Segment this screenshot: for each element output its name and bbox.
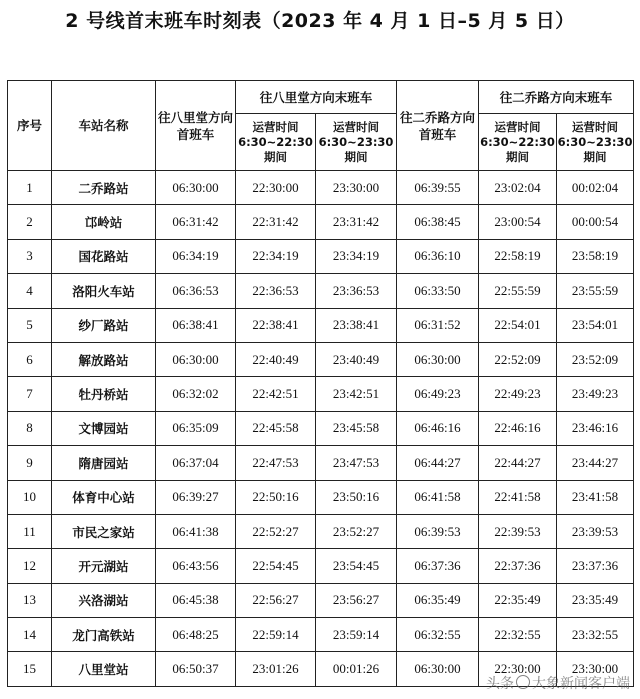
cell-to-erqiaolu-first: 06:30:00 [397, 342, 479, 376]
cell-no: 10 [8, 480, 52, 514]
watermark-prefix: 头条 [486, 676, 514, 692]
cell-to-balitang-first: 06:39:27 [156, 480, 236, 514]
header-to-balitang-last: 往八里堂方向末班车 [236, 81, 397, 114]
table-row [8, 618, 634, 652]
cell-to-erqiaolu-last-b: 23:49:23 [557, 377, 634, 411]
cell-to-erqiaolu-last-a: 22:41:58 [479, 480, 557, 514]
cell-to-balitang-last-b: 23:38:41 [316, 308, 397, 342]
header-to-balitang-first: 往八里堂方向首班车 [156, 81, 236, 171]
cell-to-balitang-last-b: 23:31:42 [316, 205, 397, 239]
table-row [8, 308, 634, 342]
cell-to-erqiaolu-first: 06:46:16 [397, 411, 479, 445]
cell-to-balitang-first: 06:43:56 [156, 549, 236, 583]
table-row [8, 446, 634, 480]
cell-no: 8 [8, 411, 52, 445]
cell-to-balitang-last-a: 22:38:41 [236, 308, 316, 342]
cell-to-erqiaolu-first: 06:38:45 [397, 205, 479, 239]
cell-station: 国花路站 [52, 239, 156, 273]
cell-station: 邙岭站 [52, 205, 156, 239]
cell-to-balitang-last-a: 22:50:16 [236, 480, 316, 514]
cell-to-erqiaolu-last-a: 22:55:59 [479, 274, 557, 308]
cell-to-erqiaolu-first: 06:37:36 [397, 549, 479, 583]
cell-to-erqiaolu-last-a: 22:44:27 [479, 446, 557, 480]
header-period-b: 运营时间 6:30~23:30 期间 [316, 114, 397, 171]
cell-to-erqiaolu-last-b: 23:55:59 [557, 274, 634, 308]
cell-to-erqiaolu-last-a: 22:39:53 [479, 514, 557, 548]
header-to-erqiaolu-first: 往二乔路方向首班车 [397, 81, 479, 171]
header-row-1 [8, 81, 634, 114]
cell-to-erqiaolu-last-b: 23:46:16 [557, 411, 634, 445]
table-row [8, 411, 634, 445]
table-row [8, 274, 634, 308]
cell-no: 13 [8, 583, 52, 617]
cell-to-erqiaolu-first: 06:49:23 [397, 377, 479, 411]
cell-no: 15 [8, 652, 52, 686]
cell-to-balitang-last-a: 22:52:27 [236, 514, 316, 548]
cell-to-balitang-last-b: 23:56:27 [316, 583, 397, 617]
cell-no: 9 [8, 446, 52, 480]
cell-to-erqiaolu-first: 06:39:53 [397, 514, 479, 548]
cell-to-erqiaolu-last-a: 22:46:16 [479, 411, 557, 445]
cell-no: 6 [8, 342, 52, 376]
cell-to-balitang-last-b: 23:40:49 [316, 342, 397, 376]
cell-to-balitang-last-a: 22:59:14 [236, 618, 316, 652]
cell-to-balitang-first: 06:34:19 [156, 239, 236, 273]
cell-no: 4 [8, 274, 52, 308]
table-row [8, 205, 634, 239]
cell-no: 1 [8, 171, 52, 205]
cell-to-erqiaolu-last-b: 23:44:27 [557, 446, 634, 480]
cell-to-balitang-first: 06:45:38 [156, 583, 236, 617]
page-title: 2 号线首末班车时刻表（2023 年 4 月 1 日–5 月 5 日） [65, 10, 575, 32]
cell-no: 14 [8, 618, 52, 652]
cell-to-balitang-last-b: 23:52:27 [316, 514, 397, 548]
cell-to-erqiaolu-last-b: 23:30:00 [557, 652, 634, 686]
cell-to-erqiaolu-first: 06:36:10 [397, 239, 479, 273]
cell-to-balitang-last-b: 23:42:51 [316, 377, 397, 411]
cell-to-balitang-first: 06:30:00 [156, 171, 236, 205]
cell-to-erqiaolu-last-b: 23:54:01 [557, 308, 634, 342]
cell-to-erqiaolu-last-a: 22:37:36 [479, 549, 557, 583]
cell-to-erqiaolu-first: 06:32:55 [397, 618, 479, 652]
cell-to-erqiaolu-last-b: 23:32:55 [557, 618, 634, 652]
header-to-erqiaolu-last: 往二乔路方向末班车 [479, 81, 634, 114]
table-row [8, 239, 634, 273]
cell-station: 市民之家站 [52, 514, 156, 548]
cell-to-balitang-last-a: 22:36:53 [236, 274, 316, 308]
watermark-text: 大象新闻客户端 [532, 676, 630, 692]
cell-to-balitang-first: 06:35:09 [156, 411, 236, 445]
cell-to-erqiaolu-last-a: 22:30:00 [479, 652, 557, 686]
cell-to-balitang-last-b: 23:47:53 [316, 446, 397, 480]
cell-to-balitang-last-b: 23:45:58 [316, 411, 397, 445]
cell-to-erqiaolu-last-a: 22:54:01 [479, 308, 557, 342]
cell-to-balitang-last-a: 22:30:00 [236, 171, 316, 205]
cell-to-balitang-last-a: 22:34:19 [236, 239, 316, 273]
header-period-a: 运营时间 6:30~22:30 期间 [236, 114, 316, 171]
table-row [8, 480, 634, 514]
cell-to-balitang-first: 06:37:04 [156, 446, 236, 480]
cell-to-erqiaolu-last-b: 23:37:36 [557, 549, 634, 583]
cell-to-erqiaolu-last-b: 23:58:19 [557, 239, 634, 273]
header-period-a: 运营时间 6:30~22:30 期间 [479, 114, 557, 171]
cell-to-balitang-last-b: 00:01:26 [316, 652, 397, 686]
cell-station: 龙门高铁站 [52, 618, 156, 652]
cell-to-erqiaolu-last-b: 23:52:09 [557, 342, 634, 376]
cell-station: 开元湖站 [52, 549, 156, 583]
timetable-body [8, 171, 634, 687]
cell-no: 11 [8, 514, 52, 548]
cell-to-balitang-last-a: 22:42:51 [236, 377, 316, 411]
cell-station: 体育中心站 [52, 480, 156, 514]
cell-to-balitang-last-a: 22:40:49 [236, 342, 316, 376]
header-seq: 序号 [8, 81, 52, 171]
cell-to-erqiaolu-last-a: 22:35:49 [479, 583, 557, 617]
cell-no: 12 [8, 549, 52, 583]
cell-to-balitang-first: 06:36:53 [156, 274, 236, 308]
cell-no: 2 [8, 205, 52, 239]
cell-to-erqiaolu-last-b: 23:35:49 [557, 583, 634, 617]
header-station: 车站名称 [52, 81, 156, 171]
cell-to-erqiaolu-last-a: 23:00:54 [479, 205, 557, 239]
cell-to-balitang-last-a: 22:45:58 [236, 411, 316, 445]
cell-to-balitang-last-a: 23:01:26 [236, 652, 316, 686]
cell-to-erqiaolu-first: 06:41:58 [397, 480, 479, 514]
cell-to-balitang-last-b: 23:50:16 [316, 480, 397, 514]
cell-station: 解放路站 [52, 342, 156, 376]
cell-to-balitang-last-a: 22:31:42 [236, 205, 316, 239]
cell-station: 八里堂站 [52, 652, 156, 686]
cell-to-erqiaolu-last-a: 22:52:09 [479, 342, 557, 376]
cell-to-balitang-first: 06:30:00 [156, 342, 236, 376]
cell-station: 二乔路站 [52, 171, 156, 205]
table-row [8, 171, 634, 205]
header-period-b: 运营时间 6:30~23:30 期间 [557, 114, 634, 171]
cell-to-erqiaolu-first: 06:31:52 [397, 308, 479, 342]
cell-to-erqiaolu-first: 06:44:27 [397, 446, 479, 480]
cell-to-balitang-first: 06:32:02 [156, 377, 236, 411]
cell-to-erqiaolu-last-b: 00:00:54 [557, 205, 634, 239]
cell-to-balitang-first: 06:38:41 [156, 308, 236, 342]
cell-to-balitang-last-a: 22:56:27 [236, 583, 316, 617]
cell-station: 纱厂路站 [52, 308, 156, 342]
cell-to-erqiaolu-last-b: 23:41:58 [557, 480, 634, 514]
table-row [8, 514, 634, 548]
cell-station: 牡丹桥站 [52, 377, 156, 411]
cell-to-balitang-first: 06:48:25 [156, 618, 236, 652]
cell-to-erqiaolu-last-a: 23:02:04 [479, 171, 557, 205]
cell-to-erqiaolu-first: 06:33:50 [397, 274, 479, 308]
cell-station: 洛阳火车站 [52, 274, 156, 308]
cell-to-erqiaolu-last-b: 00:02:04 [557, 171, 634, 205]
cell-to-balitang-last-b: 23:30:00 [316, 171, 397, 205]
cell-to-balitang-last-b: 23:36:53 [316, 274, 397, 308]
cell-to-balitang-first: 06:41:38 [156, 514, 236, 548]
cell-to-erqiaolu-first: 06:30:00 [397, 652, 479, 686]
table-row [8, 377, 634, 411]
cell-to-erqiaolu-first: 06:39:55 [397, 171, 479, 205]
table-row [8, 342, 634, 376]
cell-to-balitang-last-b: 23:59:14 [316, 618, 397, 652]
cell-to-balitang-last-a: 22:47:53 [236, 446, 316, 480]
table-row [8, 583, 634, 617]
cell-to-erqiaolu-last-a: 22:58:19 [479, 239, 557, 273]
cell-to-balitang-last-b: 23:54:45 [316, 549, 397, 583]
cell-to-erqiaolu-first: 06:35:49 [397, 583, 479, 617]
cell-to-erqiaolu-last-a: 22:32:55 [479, 618, 557, 652]
cell-no: 7 [8, 377, 52, 411]
cell-no: 5 [8, 308, 52, 342]
cell-to-balitang-last-b: 23:34:19 [316, 239, 397, 273]
table-row [8, 549, 634, 583]
watermark-logo-icon [516, 675, 530, 689]
cell-station: 兴洛湖站 [52, 583, 156, 617]
cell-station: 文博园站 [52, 411, 156, 445]
cell-to-balitang-first: 06:50:37 [156, 652, 236, 686]
cell-to-balitang-last-a: 22:54:45 [236, 549, 316, 583]
timetable [7, 80, 634, 687]
cell-no: 3 [8, 239, 52, 273]
cell-to-balitang-first: 06:31:42 [156, 205, 236, 239]
cell-to-erqiaolu-last-a: 22:49:23 [479, 377, 557, 411]
cell-to-erqiaolu-last-b: 23:39:53 [557, 514, 634, 548]
watermark [486, 673, 630, 693]
cell-station: 隋唐园站 [52, 446, 156, 480]
